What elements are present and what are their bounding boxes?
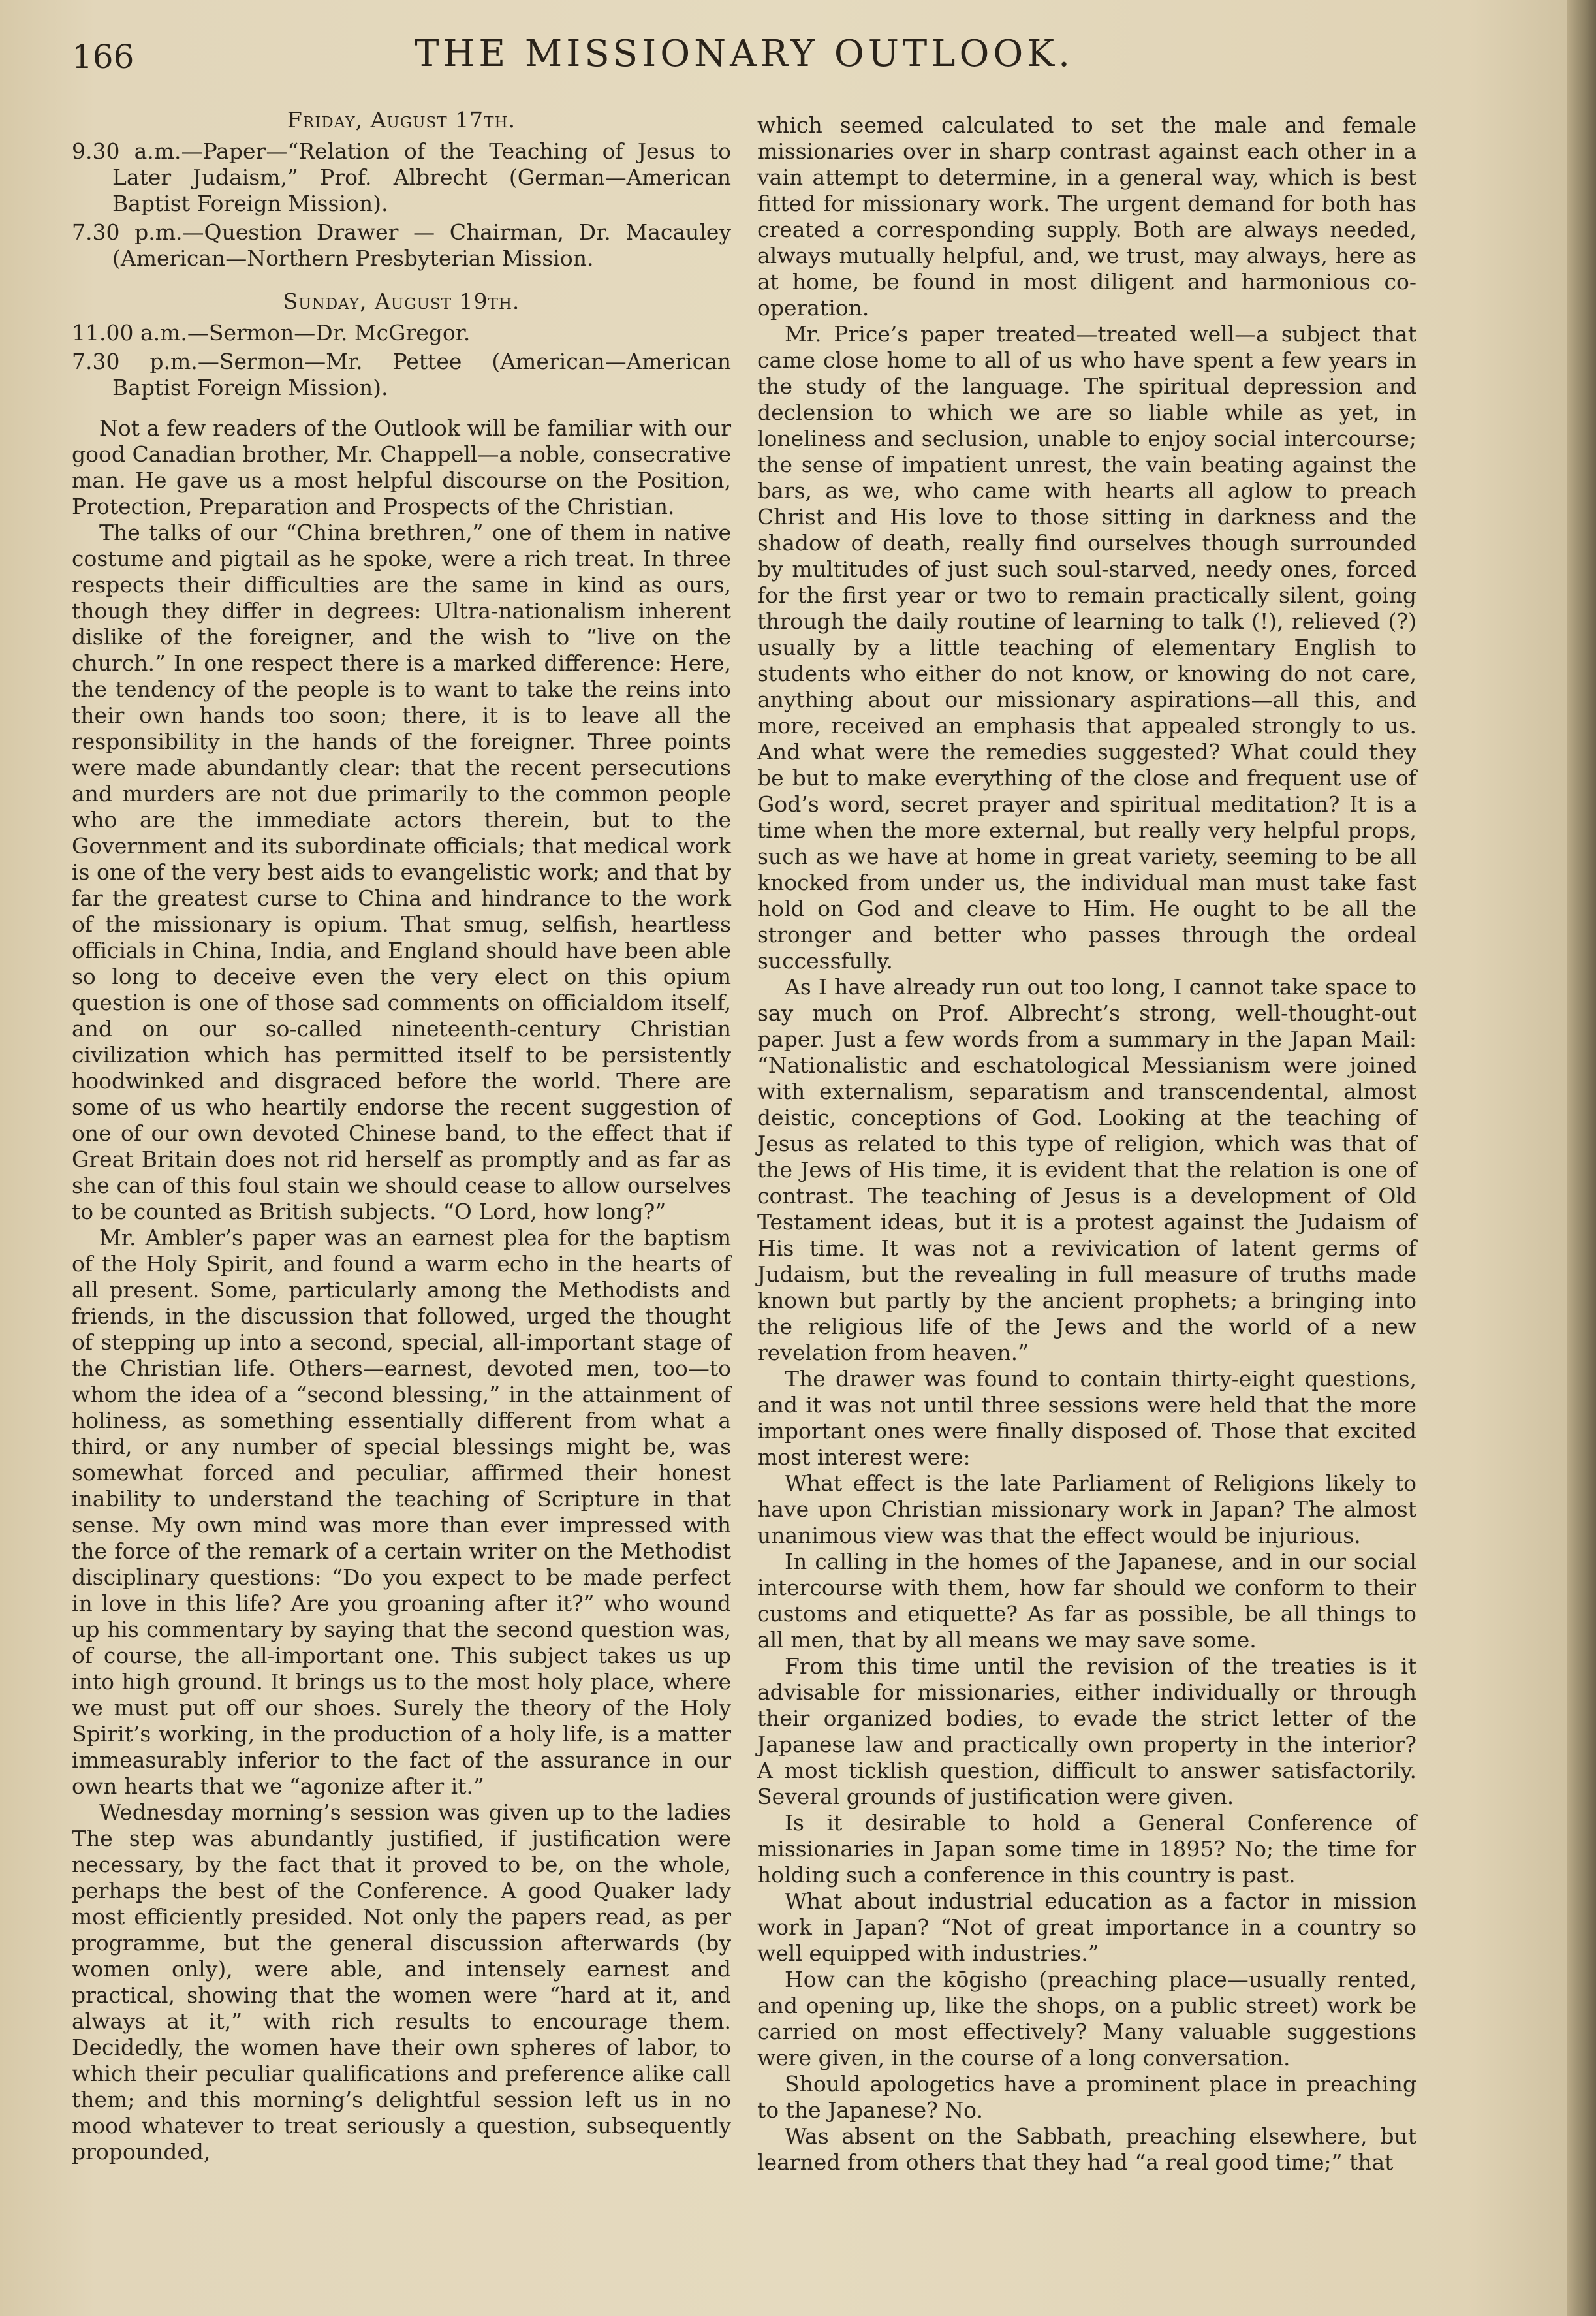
programme-item: 7.30 p.m.—Sermon—Mr. Pettee (American—American Baptist Foreign Mission). [72,349,731,400]
article-paragraph: The drawer was found to contain thirty-eight questions, and it was not until three sessions were held that the more important ones were finally disposed of. Those that excited most interest were: [757,1366,1416,1470]
question-item: Was absent on the Sabbath, preaching elsewhere, but learned from others that they had “a real good time;” that [757,2123,1416,2175]
sunday-heading: Sunday, August 19th. [283,289,520,314]
question-item: What about industrial education as a factor in mission work in Japan? “Not of great importance in a country so well equipped with industries.” [757,1888,1416,1966]
page-header [72,33,1416,85]
running-title: THE MISSIONARY OUTLOOK. [415,33,1074,75]
programme-item: 9.30 a.m.—Paper—“Relation of the Teaching of Jesus to Later Judaism,” Prof. Albrecht (German—American Baptist Foreign Mission). [72,138,731,216]
question-item: How can the kōgisho (preaching place—usually rented, and opening up, like the shops, on a public street) work be carried on most effectively? Many valuable suggestions were given, in the course of a long conversation. [757,1967,1416,2070]
article-paragraph: which seemed calculated to set the male and female missionaries over in sharp contrast against each other in a vain attempt to determine, in a general way, which is best fitted for missionary work. The urgent demand for both has created a corresponding supply. Both are always needed, always mutually helpful, and, we trust, may always, here as at home, be found in most diligent and harmonious co-operation. [757,112,1416,321]
article-paragraph: As I have already run out too long, I cannot take space to say much on Prof. Albrecht’s strong, well-thought-out paper. Just a few words from a summary in the Japan Mail: “Nationalistic and eschatological Messianism were joined with externalism, separatism and transcendental, almost deistic, conceptions of God. Looking at the teaching of Jesus as related to this type of religion, which was that of the Jews of His time, it is evident that the relation is one of contrast. The teaching of Jesus is a development of Old Testament ideas, but it is a protest against the Judaism of His time. It was not a revivication of latent germs of Judaism, but the revealing in full measure of truths made known but partly by the ancient prophets; a bringing into the religious life of the Jews and the world of a new revelation from heaven.” [757,974,1416,1365]
question-item: Should apologetics have a prominent place in preaching to the Japanese? No. [757,2071,1416,2123]
article-paragraph: The talks of our “China brethren,” one of them in native costume and pigtail as he spoke, were a rich treat. In three respects their difficulties are the same in kind as ours, though they differ in degrees: Ultra-nationalism inherent dislike of the foreigner, and the wish to “live on the church.” In one respect there is a marked difference: Here, the tendency of the people is to want to take the reins into their own hands too soon; there, it is to leave all the responsibility in the hands of the foreigner. Three points were made abundantly clear: that the recent persecutions and murders are not due primarily to the common people who are the immediate actors therein, but to the Government and its subordinate officials; that medical work is one of the very best aids to evangelistic work; and that by far the greatest curse to China and hindrance to the work of the missionary is opium. That smug, selfish, heartless officials in China, India, and England should have been able so long to deceive even the very elect on this opium question is one of those sad comments on officialdom itself, and on our so-called nineteenth-century Christian civilization which has permitted itself to be persistently hoodwinked and disgraced before the world. There are some of us who heartily endorse the recent suggestion of one of our own devoted Chinese band, to the effect that if Great Britain does not rid herself as promptly and as far as she can of this foul stain we should cease to allow ourselves to be counted as British subjects. “O Lord, how long?” [72,520,731,1224]
page-number: 166 [72,38,134,76]
question-item: What effect is the late Parliament of Religions likely to have upon Christian missionary work in Japan? The almost unanimous view was that the effect would be injurious. [757,1470,1416,1548]
article-paragraph: Wednesday morning’s session was given up to the ladies The step was abundantly justified, if justification were necessary, by the fact that it proved to be, on the whole, perhaps the best of the Conference. A good Quaker lady most efficiently presided. Not only the papers read, as per programme, but the general discussion afterwards (by women only), were able, and intensely earnest and practical, showing that the women were “hard at it, and always at it,” with rich results to encourage them. Decidedly, the women have their own spheres of labor, to which their peculiar qualifications and preference alike call them; and this morning’s delightful session left us in no mood whatever to treat seriously a question, subsequently propounded, [72,1800,731,2165]
friday-heading: Friday, August 17th. [287,107,516,133]
programme-item: 7.30 p.m.—Question Drawer — Chairman, Dr. Macauley (American—Northern Presbyterian Mission. [72,219,731,271]
question-item: Is it desirable to hold a General Conference of missionaries in Japan some time in 1895? No; the time for holding such a conference in this country is past. [757,1810,1416,1888]
book-spine-shadow [1567,0,1596,2316]
question-item: In calling in the homes of the Japanese, and in our social intercourse with them, how far should we conform to their customs and etiquette? As far as possible, be all things to all men, that by all means we may save some. [757,1549,1416,1653]
right-column [757,112,1416,2306]
article-paragraph: Mr. Ambler’s paper was an earnest plea for the baptism of the Holy Spirit, and found a warm echo in the hearts of all present. Some, particularly among the Methodists and friends, in the discussion that followed, urged the thought of stepping up into a second, special, all-important stage of the Christian life. Others—earnest, devoted men, too—to whom the idea of a “second blessing,” in the attainment of holiness, as something essentially different from what a third, or any number of special blessings might be, was somewhat forced and peculiar, affirmed their honest inability to understand the teaching of Scripture in that sense. My own mind was more than ever impressed with the force of the remark of a certain writer on the Methodist disciplinary questions: “Do you expect to be made perfect in love in this life? Are you groaning after it?” who wound up his commentary by saying that the second question was, of course, the all-important one. This subject takes us up into high ground. It brings us to the most holy place, where we must put off our shoes. Surely the theory of the Holy Spirit’s working, in the production of a holy life, is a matter immeasurably inferior to the fact of the assurance in our own hearts that we “agonize after it.” [72,1225,731,1799]
article-paragraph: Not a few readers of the Outlook will be familiar with our good Canadian brother, Mr. Chappell—a noble, consecrative man. He gave us a most helpful discourse on the Position, Protection, Preparation and Prospects of the Christian. [72,415,731,519]
question-item: From this time until the revision of the treaties is it advisable for missionaries, either individually or through their organized bodies, to evade the strict letter of the Japanese law and practically own property in the interior? A most ticklish question, difficult to answer satisfactorily. Several grounds of justification were given. [757,1653,1416,1809]
programme-item: 11.00 a.m.—Sermon—Dr. McGregor. [72,320,471,345]
left-column [72,104,731,2298]
article-paragraph: Mr. Price’s paper treated—treated well—a subject that came close home to all of us who have spent a few years in the study of the language. The spiritual depression and declension to which we are so liable while as yet, in loneliness and seclusion, unable to enjoy social intercourse; the sense of impatient unrest, the vain beating against the bars, as we, who came with hearts all aglow to preach Christ and His love to those sitting in darkness and the shadow of death, really find ourselves though surrounded by multitudes of just such soul-starved, needy ones, forced for the first year or two to remain practically silent, going through the daily routine of learning to talk (!), relieved (?) usually by a little teaching of elementary English to students who either do not know, or knowing do not care, anything about our missionary aspirations—all this, and more, received an emphasis that appealed strongly to us. And what were the remedies suggested? What could they be but to make everything of the close and frequent use of God’s word, secret prayer and spiritual meditation? It is a time when the more external, but really very helpful props, such as we have at home in great variety, seeming to be all knocked from under us, the individual man must take fast hold on God and cleave to Him. He ought to be all the stronger and better who passes through the ordeal successfully. [757,321,1416,974]
